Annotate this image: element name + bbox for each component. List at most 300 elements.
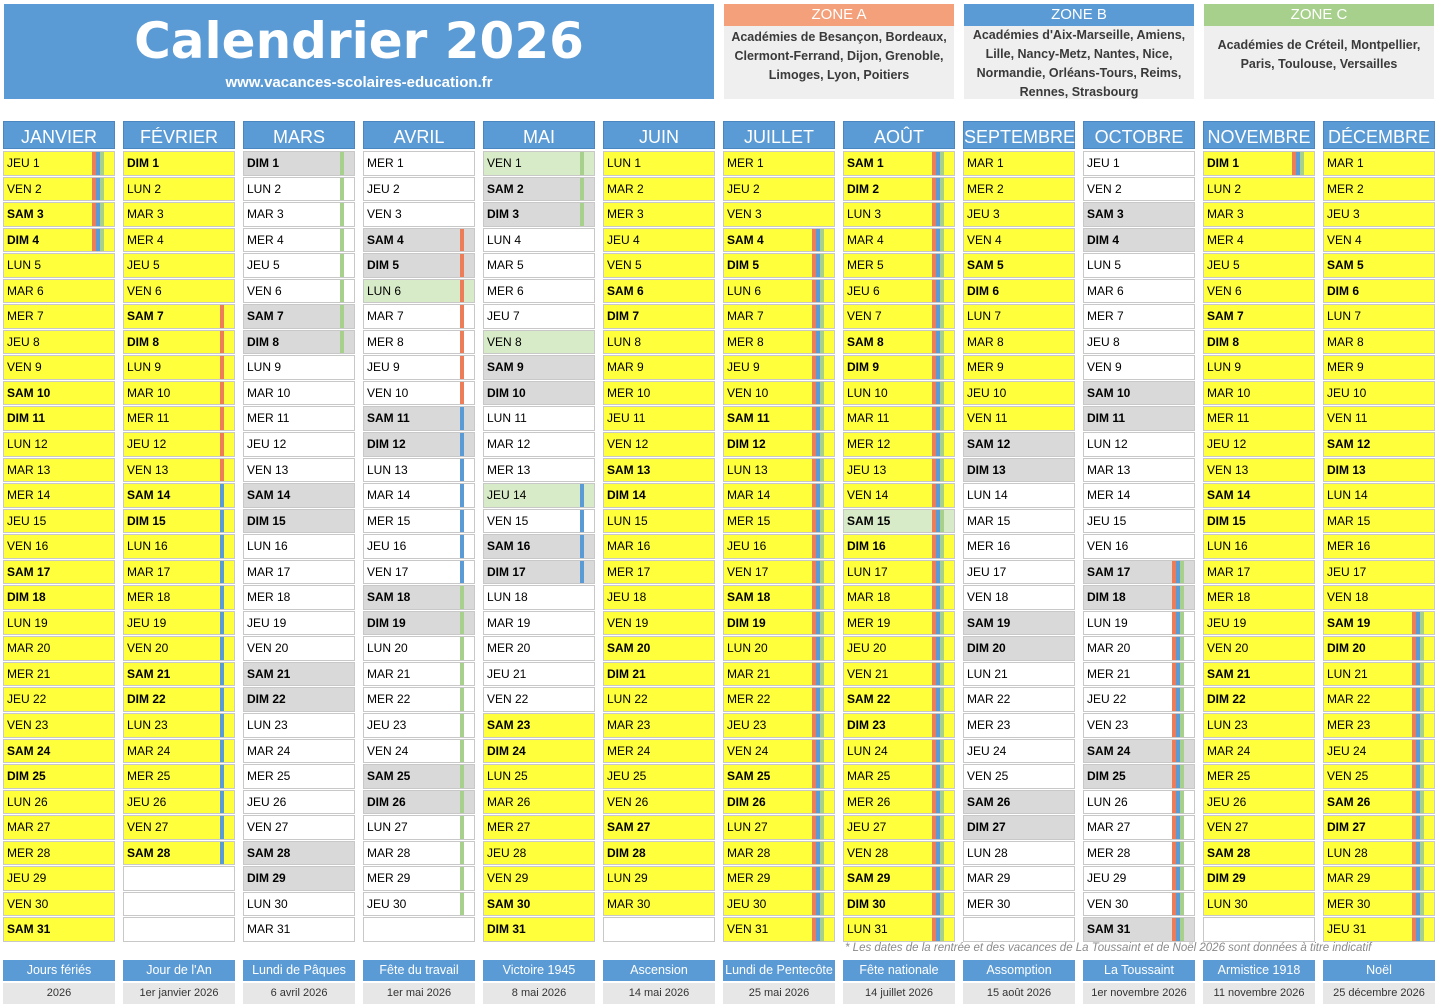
day-cell — [483, 790, 595, 815]
day-label: DIM 5 — [367, 258, 400, 273]
day-cell — [243, 841, 355, 866]
day-label: SAM 5 — [1327, 258, 1364, 273]
day-cell — [1323, 585, 1435, 610]
zone-holiday-bar — [820, 228, 824, 253]
day-label: MAR 3 — [247, 207, 284, 222]
day-label: LUN 15 — [607, 513, 648, 528]
day-cell — [603, 866, 715, 891]
day-label: DIM 19 — [367, 615, 406, 630]
zone-holiday-bar — [100, 177, 104, 202]
zone-holiday-bar — [820, 458, 824, 483]
zone-holiday-bar — [1180, 687, 1184, 712]
zone-holiday-bar — [460, 432, 464, 457]
day-label: DIM 20 — [967, 641, 1006, 656]
day-cell — [3, 764, 115, 789]
month-column-4 — [363, 121, 475, 943]
day-cell — [1083, 355, 1195, 380]
day-label: MAR 16 — [607, 539, 651, 554]
zone-holiday-bar — [940, 611, 944, 636]
day-cell — [1203, 560, 1315, 585]
day-cell — [1203, 866, 1315, 891]
holiday-date: 11 novembre 2026 — [1203, 983, 1315, 1004]
day-label: LUN 27 — [727, 820, 768, 835]
day-cell — [243, 713, 355, 738]
day-label: LUN 16 — [1207, 539, 1248, 554]
day-label: LUN 23 — [127, 718, 168, 733]
day-cell — [963, 636, 1075, 661]
zone-holiday-bar — [820, 662, 824, 687]
day-label: JEU 22 — [1087, 692, 1127, 707]
zone-holiday-bar — [940, 509, 944, 534]
day-cell — [483, 253, 595, 278]
day-cell — [3, 509, 115, 534]
day-label: MAR 28 — [367, 845, 411, 860]
zone-b-academies: Académies d'Aix-Marseille, Amiens, Lille, Nancy-Metz, Nantes, Nice, Normandie, Orléans-Tours, Reims, Rennes, Strasbourg — [972, 28, 1186, 99]
zone-holiday-bar — [1180, 611, 1184, 636]
day-label: MER 12 — [847, 437, 891, 452]
day-cell — [963, 687, 1075, 712]
day-cell — [1323, 381, 1435, 406]
day-cell — [243, 509, 355, 534]
day-label: MER 18 — [1207, 590, 1251, 605]
zone-holiday-bar — [220, 739, 224, 764]
day-cell — [603, 406, 715, 431]
zone-holiday-bar — [940, 228, 944, 253]
day-label: MER 8 — [367, 334, 404, 349]
day-label: DIM 18 — [7, 590, 46, 605]
day-cell — [843, 585, 955, 610]
day-label: JEU 1 — [7, 156, 40, 170]
day-cell — [963, 713, 1075, 738]
day-label: DIM 4 — [1087, 232, 1120, 247]
day-cell — [963, 151, 1075, 176]
day-label: SAM 12 — [1327, 437, 1371, 452]
day-label: LUN 2 — [127, 181, 162, 196]
day-label: MER 30 — [967, 896, 1011, 911]
day-label: MAR 5 — [487, 258, 524, 273]
day-cell — [123, 483, 235, 508]
day-label: MAR 28 — [727, 845, 771, 860]
zone-holiday-bar — [460, 406, 464, 431]
zone-holiday-bar — [1420, 892, 1424, 917]
zone-holiday-bar — [940, 866, 944, 891]
day-cell — [243, 279, 355, 304]
day-label: DIM 18 — [1087, 590, 1126, 605]
zone-holiday-bar — [940, 534, 944, 559]
day-cell — [1203, 815, 1315, 840]
day-label: LUN 11 — [487, 411, 527, 426]
day-cell — [123, 177, 235, 202]
day-cell — [1083, 279, 1195, 304]
zone-holiday-bar — [1420, 713, 1424, 738]
day-label: JEU 10 — [967, 385, 1007, 400]
day-cell — [1323, 892, 1435, 917]
day-label: MER 1 — [367, 156, 404, 170]
day-cell — [1083, 381, 1195, 406]
zone-holiday-bar — [460, 713, 464, 738]
day-cell — [723, 560, 835, 585]
zone-holiday-bar — [940, 279, 944, 304]
day-cell — [723, 662, 835, 687]
day-label: VEN 15 — [487, 513, 529, 528]
zone-holiday-bar — [220, 381, 224, 406]
holiday-footer-item — [603, 960, 715, 1004]
day-cell — [843, 279, 955, 304]
day-label: LUN 12 — [7, 437, 48, 452]
zone-holiday-bar — [1420, 764, 1424, 789]
zone-holiday-bar — [1420, 917, 1424, 942]
day-cell — [603, 585, 715, 610]
day-label: VEN 7 — [847, 309, 882, 324]
day-label: LUN 6 — [727, 283, 762, 298]
day-cell — [483, 917, 595, 942]
day-label: VEN 16 — [1087, 539, 1129, 554]
zone-holiday-bar — [940, 151, 944, 176]
day-label: DIM 8 — [247, 334, 280, 349]
day-label: SAM 18 — [367, 590, 411, 605]
day-cell — [1203, 279, 1315, 304]
day-cell — [3, 662, 115, 687]
day-label: SAM 23 — [487, 718, 531, 733]
day-cell — [963, 458, 1075, 483]
day-label: MAR 12 — [487, 437, 531, 452]
day-cell — [243, 790, 355, 815]
day-label: VEN 16 — [7, 539, 49, 554]
day-label: LUN 19 — [1087, 615, 1128, 630]
zone-holiday-bar — [220, 432, 224, 457]
holiday-name: Jour de l'An — [123, 960, 235, 981]
day-cell — [1083, 611, 1195, 636]
zone-holiday-bar — [220, 355, 224, 380]
day-label: MAR 27 — [7, 820, 51, 835]
month-column-9 — [963, 121, 1075, 943]
holiday-name: Fête du travail — [363, 960, 475, 981]
day-label: MAR 24 — [1207, 743, 1251, 758]
zone-holiday-bar — [1180, 739, 1184, 764]
zone-holiday-bar — [1180, 892, 1184, 917]
day-cell — [1083, 406, 1195, 431]
day-label: DIM 17 — [487, 564, 526, 579]
day-cell — [483, 381, 595, 406]
day-cell — [363, 432, 475, 457]
day-cell — [1203, 739, 1315, 764]
day-cell — [363, 458, 475, 483]
day-cell — [1083, 534, 1195, 559]
zone-holiday-bar — [820, 560, 824, 585]
day-label: JEU 23 — [367, 718, 407, 733]
day-label: SAM 28 — [1207, 845, 1251, 860]
day-cell — [363, 279, 475, 304]
day-cell — [603, 713, 715, 738]
day-cell — [963, 585, 1075, 610]
day-cell — [1323, 279, 1435, 304]
zone-holiday-bar — [340, 151, 344, 176]
day-cell — [1083, 917, 1195, 942]
day-label: VEN 23 — [1087, 718, 1129, 733]
day-cell — [603, 687, 715, 712]
day-label: SAM 18 — [727, 590, 771, 605]
day-cell — [243, 585, 355, 610]
day-label: MAR 22 — [1327, 692, 1371, 707]
day-label: DIM 28 — [607, 845, 646, 860]
day-label: VEN 10 — [367, 385, 409, 400]
zone-holiday-bar — [1180, 662, 1184, 687]
day-cell — [243, 304, 355, 329]
day-label: JEU 29 — [1087, 871, 1127, 886]
day-cell — [843, 406, 955, 431]
day-label: MAR 29 — [1327, 871, 1371, 886]
day-label: VEN 27 — [247, 820, 289, 835]
day-cell — [243, 534, 355, 559]
day-label: SAM 3 — [1087, 207, 1124, 222]
zone-holiday-bar — [820, 432, 824, 457]
day-cell — [603, 202, 715, 227]
day-cell — [3, 892, 115, 917]
day-label: JEU 5 — [1207, 258, 1240, 273]
day-cell — [963, 739, 1075, 764]
day-label: LUN 2 — [247, 181, 282, 196]
day-cell — [363, 662, 475, 687]
day-cell — [243, 177, 355, 202]
day-label: JEU 19 — [247, 615, 287, 630]
day-label: VEN 25 — [1327, 769, 1369, 784]
zone-holiday-bar — [460, 381, 464, 406]
day-label: SAM 25 — [367, 769, 411, 784]
day-label: MAR 10 — [127, 385, 171, 400]
day-cell — [723, 815, 835, 840]
day-label: LUN 21 — [967, 666, 1008, 681]
day-cell — [1083, 713, 1195, 738]
day-cell — [1323, 151, 1435, 176]
day-cell — [1083, 177, 1195, 202]
zone-holiday-bar — [820, 304, 824, 329]
day-cell — [243, 611, 355, 636]
day-label: MAR 27 — [1087, 820, 1131, 835]
day-label: VEN 20 — [247, 641, 289, 656]
day-label: SAM 19 — [1327, 615, 1371, 630]
day-label: JEU 10 — [1327, 385, 1367, 400]
day-label: DIM 12 — [727, 437, 766, 452]
day-cell — [843, 841, 955, 866]
day-label: MAR 20 — [7, 641, 51, 656]
day-cell — [1203, 151, 1315, 176]
day-label: MER 17 — [607, 564, 651, 579]
day-cell — [603, 228, 715, 253]
day-label: DIM 15 — [1207, 513, 1246, 528]
zone-holiday-bar — [220, 534, 224, 559]
month-header: JUIN — [603, 121, 715, 149]
day-cell — [1323, 177, 1435, 202]
day-cell — [1323, 815, 1435, 840]
day-label: LUN 25 — [487, 769, 528, 784]
day-label: SAM 3 — [7, 207, 44, 222]
holiday-footer-item — [963, 960, 1075, 1004]
day-label: MAR 2 — [607, 181, 644, 196]
day-label: VEN 18 — [1327, 590, 1369, 605]
day-cell — [3, 585, 115, 610]
day-label: VEN 31 — [727, 922, 769, 937]
zone-c-academies: Académies de Créteil, Montpellier, Paris, Toulouse, Versailles — [1217, 38, 1421, 71]
day-cell — [363, 866, 475, 891]
day-cell — [723, 458, 835, 483]
day-label: JEU 17 — [1327, 564, 1367, 579]
zone-holiday-bar — [1420, 611, 1424, 636]
day-cell — [483, 432, 595, 457]
day-label: LUN 28 — [967, 845, 1008, 860]
day-label: VEN 25 — [967, 769, 1009, 784]
day-label: SAM 16 — [487, 539, 531, 554]
day-cell — [1203, 636, 1315, 661]
day-cell — [963, 841, 1075, 866]
day-cell — [723, 432, 835, 457]
zone-holiday-bar — [1180, 585, 1184, 610]
day-label: LUN 7 — [1327, 309, 1362, 324]
day-cell — [963, 764, 1075, 789]
zone-holiday-bar — [1180, 790, 1184, 815]
day-label: SAM 8 — [847, 334, 884, 349]
day-label: DIM 8 — [1207, 334, 1240, 349]
zone-holiday-bar — [220, 687, 224, 712]
day-cell — [723, 202, 835, 227]
day-label: JEU 29 — [7, 871, 47, 886]
day-cell — [483, 892, 595, 917]
day-label: MAR 20 — [1087, 641, 1131, 656]
day-label: MER 16 — [967, 539, 1011, 554]
day-label: MER 28 — [1087, 845, 1131, 860]
day-cell — [963, 381, 1075, 406]
day-cell — [243, 406, 355, 431]
day-label: MER 20 — [487, 641, 531, 656]
day-cell — [123, 432, 235, 457]
day-cell — [843, 228, 955, 253]
zone-holiday-bar — [340, 304, 344, 329]
day-label: LUN 26 — [1087, 794, 1128, 809]
day-cell — [723, 509, 835, 534]
day-cell — [603, 560, 715, 585]
zone-holiday-bar — [820, 687, 824, 712]
day-label: SAM 14 — [247, 488, 291, 503]
day-cell — [963, 560, 1075, 585]
day-label: JEU 30 — [727, 896, 767, 911]
day-label: JEU 9 — [727, 360, 760, 375]
day-label: VEN 6 — [247, 283, 282, 298]
day-label: VEN 3 — [727, 207, 762, 222]
website-link[interactable]: www.vacances-scolaires-education.fr — [225, 74, 493, 91]
day-label: SAM 19 — [967, 615, 1011, 630]
day-label: LUN 5 — [1087, 258, 1122, 273]
day-cell — [843, 636, 955, 661]
day-label: SAM 21 — [127, 666, 171, 681]
day-label: JEU 12 — [127, 437, 167, 452]
day-cell — [1083, 458, 1195, 483]
day-label: SAM 9 — [487, 360, 524, 375]
day-label: VEN 18 — [967, 590, 1009, 605]
day-cell — [603, 432, 715, 457]
zone-holiday-bar — [220, 483, 224, 508]
day-cell — [963, 432, 1075, 457]
day-cell — [483, 662, 595, 687]
zone-holiday-bar — [460, 739, 464, 764]
holiday-name: Fête nationale — [843, 960, 955, 981]
zone-holiday-bar — [460, 611, 464, 636]
day-label: MER 29 — [727, 871, 771, 886]
page-title: Calendrier 2026 — [134, 12, 584, 70]
zone-holiday-bar — [940, 739, 944, 764]
day-cell — [1083, 202, 1195, 227]
zone-holiday-bar — [220, 713, 224, 738]
zone-holiday-bar — [1300, 151, 1304, 176]
day-cell — [123, 739, 235, 764]
day-label: MAR 29 — [967, 871, 1011, 886]
day-cell — [963, 279, 1075, 304]
zone-holiday-bar — [1180, 866, 1184, 891]
day-cell — [1083, 151, 1195, 176]
day-label: MAR 10 — [247, 385, 291, 400]
month-column-11 — [1203, 121, 1315, 943]
zone-holiday-bar — [940, 253, 944, 278]
day-cell — [1323, 483, 1435, 508]
holiday-date: 14 juillet 2026 — [843, 983, 955, 1004]
day-cell — [3, 279, 115, 304]
day-label: DIM 3 — [487, 207, 520, 222]
day-label: MAR 7 — [367, 309, 404, 324]
day-cell — [363, 406, 475, 431]
zone-c-title: ZONE C — [1204, 4, 1434, 26]
day-cell — [1323, 662, 1435, 687]
day-cell — [483, 841, 595, 866]
day-cell — [123, 662, 235, 687]
calendar-header — [4, 4, 714, 99]
day-cell — [483, 509, 595, 534]
day-label: MER 26 — [847, 794, 891, 809]
holiday-date: 1er janvier 2026 — [123, 983, 235, 1004]
day-label: MAR 8 — [967, 334, 1004, 349]
zone-holiday-bar — [220, 611, 224, 636]
zone-holiday-bar — [820, 381, 824, 406]
day-label: MER 16 — [1327, 539, 1371, 554]
day-label: VEN 2 — [7, 181, 42, 196]
day-cell — [1323, 458, 1435, 483]
day-label: VEN 6 — [127, 283, 162, 298]
zone-holiday-bar — [220, 790, 224, 815]
day-label: VEN 30 — [7, 896, 49, 911]
day-cell — [483, 228, 595, 253]
day-label: DIM 14 — [607, 488, 646, 503]
zone-holiday-bar — [820, 866, 824, 891]
day-cell — [1323, 713, 1435, 738]
day-label: VEN 23 — [7, 718, 49, 733]
day-cell — [723, 330, 835, 355]
day-label: DIM 22 — [1207, 692, 1246, 707]
month-header: NOVEMBRE — [1203, 121, 1315, 149]
day-cell — [963, 483, 1075, 508]
day-cell — [1203, 764, 1315, 789]
zone-holiday-bar — [820, 483, 824, 508]
day-label: VEN 19 — [607, 615, 649, 630]
zone-holiday-bar — [460, 841, 464, 866]
day-label: SAM 2 — [487, 181, 524, 196]
day-label: LUN 7 — [967, 309, 1002, 324]
month-column-8 — [843, 121, 955, 943]
day-cell — [843, 509, 955, 534]
day-cell — [723, 151, 835, 176]
day-label: DIM 19 — [727, 615, 766, 630]
zone-holiday-bar — [940, 790, 944, 815]
zone-holiday-bar — [460, 866, 464, 891]
day-label: MER 21 — [1087, 666, 1131, 681]
day-cell — [483, 713, 595, 738]
day-label: JEU 11 — [607, 411, 646, 426]
